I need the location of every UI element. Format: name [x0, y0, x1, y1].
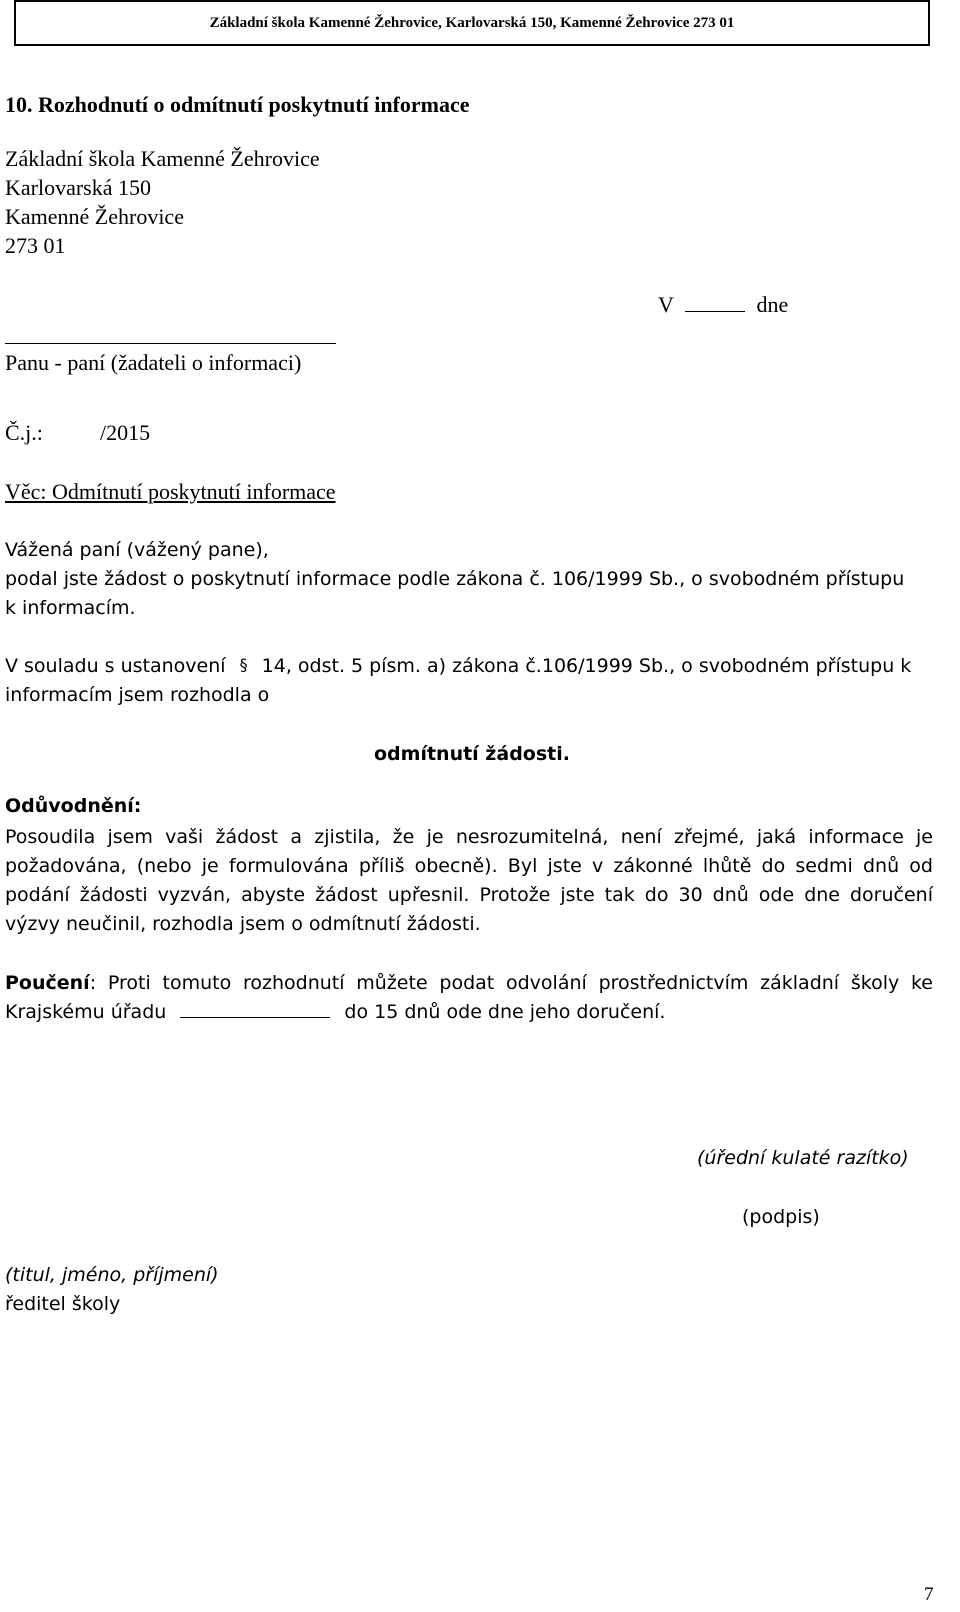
justification-line: Posoudila jsem vaši žádost a zjistila, že je nesrozumitelná, není zřejmé, jaká informace je [5, 826, 933, 848]
reference-label: Č.j.: [5, 420, 43, 445]
page-number: 7 [924, 1584, 934, 1605]
justification-label: Odůvodnění: [5, 795, 142, 817]
sender-name: Základní škola Kamenné Žehrovice [5, 146, 320, 171]
instruction-deadline: do 15 dnů ode dne jeho doručení. [344, 1001, 666, 1023]
intro-line-2: k informacím. [5, 597, 136, 619]
instruction-line-1 [5, 969, 933, 998]
decision: odmítnutí žádosti. [374, 743, 570, 765]
office-blank [180, 1016, 330, 1018]
section-heading: 10. Rozhodnutí o odmítnutí poskytnutí informace [5, 92, 470, 117]
justification-line: požadována, (nebo je formulována příliš obecně). Byl jste v zákonné lhůtě do sedmi dnů od [5, 855, 933, 877]
instruction-office: Krajskému úřadu [5, 1001, 167, 1023]
signatory-role: ředitel školy [5, 1293, 121, 1315]
subject: Věc: Odmítnutí poskytnutí informace [5, 479, 336, 504]
instruction-label: Poučení [5, 972, 90, 994]
sender-city: Kamenné Žehrovice [5, 204, 184, 229]
section-sign: § [239, 655, 248, 674]
instruction-line-1-wrap [5, 969, 933, 998]
recipient-label: Panu - paní (žadateli o informaci) [5, 350, 302, 375]
salutation: Vážená paní (vážený pane), [5, 539, 269, 561]
date-line [658, 290, 788, 319]
instruction-text: : Proti tomuto rozhodnutí můžete podat odvolání prostřednictvím základní školy ke [89, 972, 933, 994]
legal-text-b: 14, odst. 5 písm. a) zákona č.106/1999 Sb., o svobodném přístupu k [261, 655, 912, 677]
page-header-text: Základní škola Kamenné Žehrovice, Karlovarská 150, Kamenné Žehrovice 273 01 [209, 14, 735, 31]
stamp-placeholder: (úřední kulaté razítko) [697, 1147, 909, 1169]
signatory-name: (titul, jméno, příjmení) [5, 1264, 219, 1286]
justification-line: výzvy neučinil, rozhodla jsem o odmítnutí žádosti. [5, 913, 481, 935]
legal-text-a: V souladu s ustanovení [5, 655, 226, 677]
signature-placeholder: (podpis) [742, 1206, 820, 1228]
date-prefix: V [658, 292, 674, 317]
recipient-blank [5, 343, 336, 344]
reference-value: /2015 [100, 420, 151, 445]
date-suffix: dne [756, 292, 789, 317]
justification-text [5, 823, 933, 939]
instruction-line-2 [5, 998, 665, 1027]
intro-line-1: podal jste žádost o poskytnutí informace podle zákona č. 106/1999 Sb., o svobodném přístupu [5, 568, 905, 590]
legal-line-1 [5, 652, 911, 681]
page-header [14, 0, 930, 46]
place-blank [685, 310, 745, 312]
sender-street: Karlovarská 150 [5, 175, 152, 200]
legal-line-2: informacím jsem rozhodla o [5, 684, 270, 706]
sender-postcode: 273 01 [5, 233, 66, 258]
justification-line: podání žádosti vyzván, abyste žádost upřesnil. Protože jste tak do 30 dnů ode dne doručení [5, 884, 933, 906]
